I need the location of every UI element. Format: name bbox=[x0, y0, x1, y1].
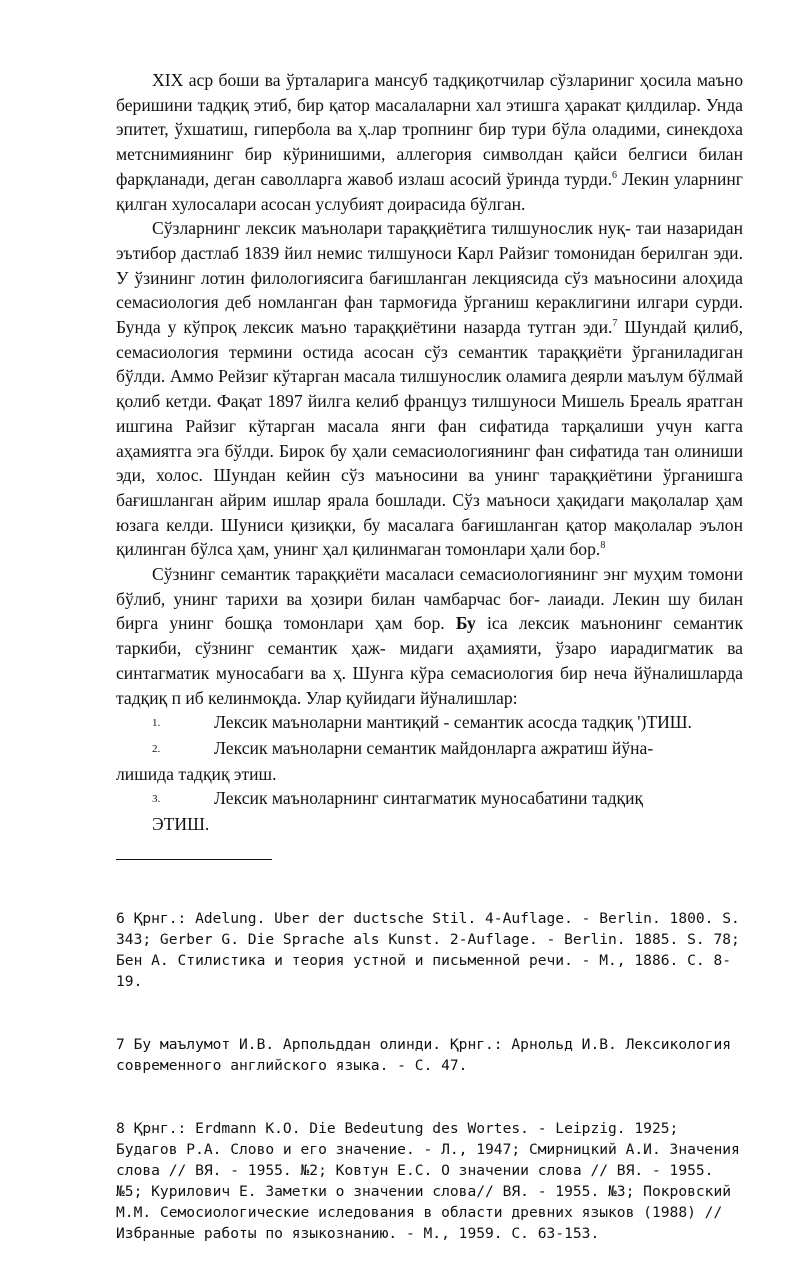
footnote-ref-6[interactable]: 6 bbox=[612, 169, 618, 181]
list-number: 2. bbox=[152, 742, 161, 755]
paragraph-1-text: XIX аср боши ва ўрталарига мансуб тадқиқотчилар сўзлариниг ҳосила маъно беришини тадқиқ этиб, бир қатор масалаларни хал этишга ҳаракат қилдилар. Унда эпитет, ўхшатиш, гипербола ва ҳ.лар тропнинг бир тури бўла оладими, синекдоха метснимиянинг бир кўринишими, аллегория символдан қайси белгиси билан фарқланади, деган саволларга жавоб излаш асосий ўринда турди. bbox=[116, 70, 743, 189]
paragraph-1-tail: Лекин уларнинг қилган хулосалари асосан услубият доирасида бўлган. bbox=[116, 168, 743, 214]
footnote-ref-8[interactable]: 8 bbox=[600, 540, 606, 552]
direction-list bbox=[116, 710, 743, 837]
paragraph-2-tail: Шундай қилиб, семасиология термини остида асосан сўз семантик тараққиёти ўрганиладиган бўлди. Аммо Рейзиг кўтарган масала тилшунослик оламига деярли маълум бўлмай қолиб кетди. Фақат 1897 йилга келиб француз тилшуноси Мишель Бреаль яратган ишгина Райзиг кўтарган масала янги фан сифатида тарқалиши учун кагга аҳамиятга эга бўлди. Бирок бу ҳали семасиологиянинг фан сифатида тан олиниши эди, холос. Шундан кейин сўз маъносини ва унинг тараққиётини ўрганишга бағишланган айрим ишлар ярала бошлади. Сўз маъноси ҳақидаги мақолалар ҳам юзага келди. Шуниси қизиқки, бу масалага бағишланган қатор мақолалар эълон қилинган бўлса ҳам, унинг ҳал қилинмаган томонлари ҳали бор. bbox=[116, 317, 743, 560]
footnote-6: 6 Қрнг.: Adelung. Uber der ductsche Stil. 4-Auflage. - Berlin. 1800. S. 343; Gerber G. Die Sprache als Kunst. 2-Auflage. - Berlin. 1885. S. 78; Бен А. Стилистика и теория устной и письменной речи. - М., 1886. С. 8-19. bbox=[116, 909, 749, 990]
footnote-separator bbox=[116, 859, 272, 860]
footnote-ref-7[interactable]: 7 bbox=[612, 318, 618, 330]
paragraph-3 bbox=[116, 562, 743, 710]
footnote-7: 7 Бу маълумот И.В. Арпольддан олинди. Қрнг.: Арнольд И.В. Лексикология современного английского языка. - С. 47. bbox=[116, 1035, 740, 1074]
paragraph-3-lead: Сўзнинг семантик тараққиёти масаласи семасиологиянинг энг муҳим томони бўлиб, унинг тарихи ва ҳозири билан чамбарчас боғ- лаиади. Лекин шу билан бирга унинг бошқа томонлари ҳам бор. bbox=[116, 564, 743, 634]
paragraph-1 bbox=[116, 68, 743, 216]
footnotes bbox=[116, 866, 749, 1286]
document-page bbox=[116, 68, 749, 1286]
paragraph-3-rest: іса лексик маънонинг семантик таркиби, сўзнинг семантик ҳаж- мидаги аҳамияти, ўзаро иарадигматик ва синтагматик муносабаги ва ҳ. Шунга кўра семасиология бир неча йўналишларда тадқиқ п иб келинмоқда. Улар қуйидаги йўналишлар: bbox=[116, 613, 743, 708]
paragraph-2-text: Сўзларнинг лексик маънолари тараққиётига тилшунослик нуқ- таи назаридан эътибор дастлаб 1839 йил немис тилшуноси Карл Райзиг томонидан берилган эди. У ўзининг лотин филологиясига бағишланган лекциясида сўз маъносини алоҳида семасиология деб номланган фан тармоғида ўрганиш кераклигини илгари сурди. Бунда у кўпроқ лексик маъно тараққиётини назарда тутган эди. bbox=[116, 218, 743, 338]
paragraph-3-bold: Бу bbox=[455, 613, 476, 634]
list-item bbox=[116, 786, 743, 836]
list-item-text: Лексик маъноларни мантиқий - семантик асосда тадқиқ ')ТИШ. bbox=[214, 712, 692, 733]
list-item bbox=[116, 710, 743, 736]
list-number: 3. bbox=[152, 793, 161, 806]
list-item-tail: ЭТИШ. bbox=[152, 814, 210, 835]
paragraph-2 bbox=[116, 216, 743, 562]
list-item bbox=[116, 736, 743, 786]
list-item-text: Лексик маъноларнинг синтагматик муносабатини тадқиқ bbox=[214, 788, 644, 809]
list-item-continuation: лишида тадқиқ этиш. bbox=[116, 763, 277, 784]
list-number: 1. bbox=[152, 717, 161, 730]
list-item-text: Лексик маъноларни семантик майдонларга ажратиш йўна- bbox=[214, 737, 654, 758]
footnote-8: 8 Қрнг.: Erdmann K.O. Die Bedeutung des Wortes. - Leipzig. 1925; Будагов Р.А. Слово и его значение. - Л., 1947; Смирницкий А.И. Значения слова // ВЯ. - 1955. №2; Ковтун Е.С. О значении слова // ВЯ. - 1955. №5; Курилович Е. Заметки о значении слова// ВЯ. - 1955. №3; Покровский М.М. Семосиологические иследования в области древних языков (1988) // Избранные работы по языкознанию. - М., 1959. С. 63-153. bbox=[116, 1119, 749, 1242]
